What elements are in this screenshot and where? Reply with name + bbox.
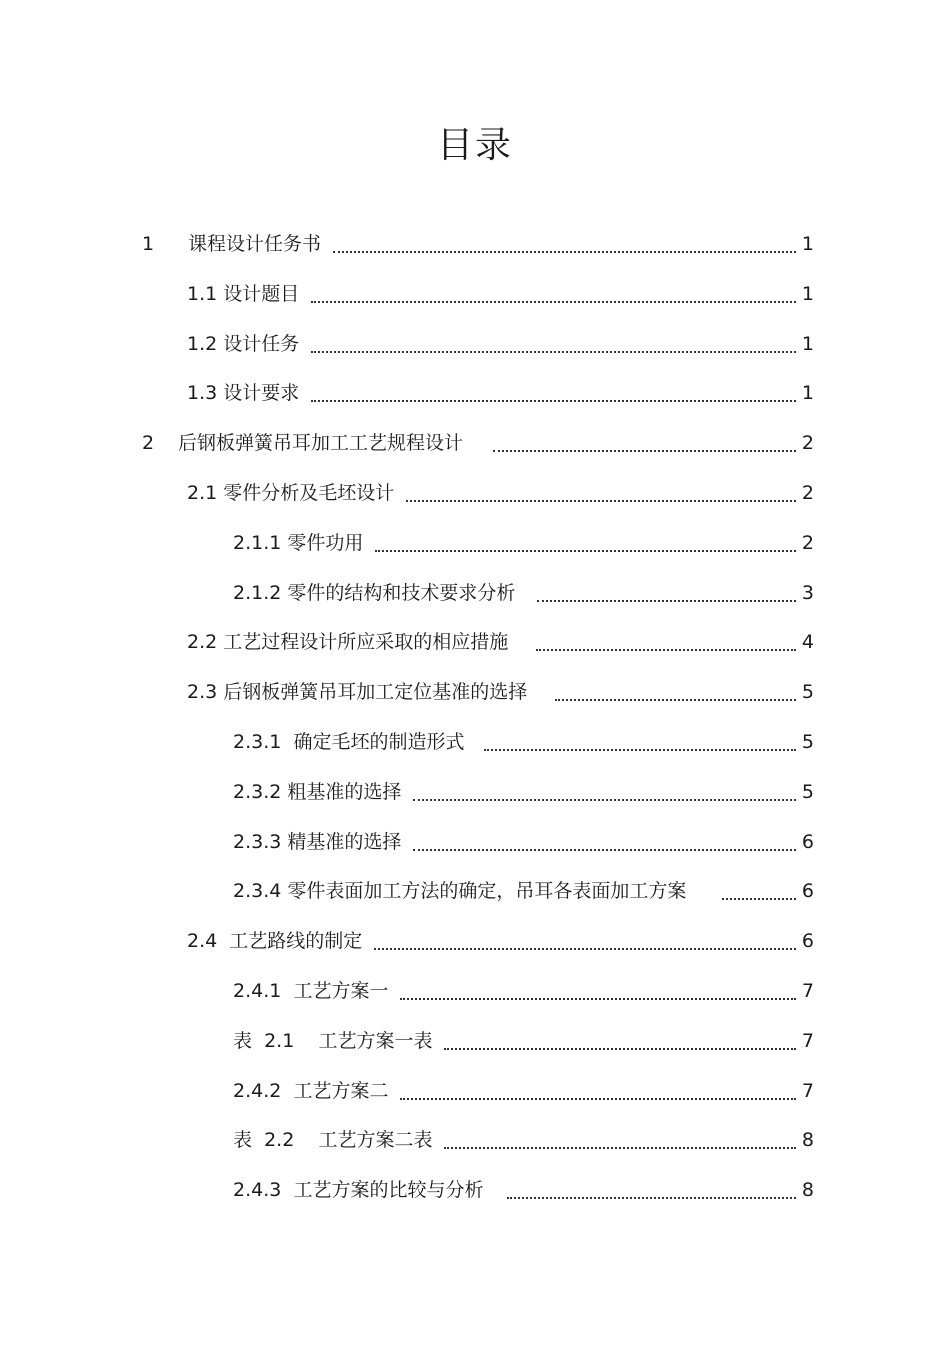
entry-title: 精基准的选择 bbox=[287, 831, 402, 853]
entry-page-number: 3 bbox=[801, 582, 814, 604]
entry-page-number: 2 bbox=[801, 482, 814, 504]
dot-leader bbox=[311, 350, 796, 353]
dot-leader bbox=[375, 549, 796, 552]
dot-leader bbox=[444, 1146, 796, 1149]
page-title: 目录 bbox=[436, 125, 513, 166]
toc-entry[interactable] bbox=[187, 473, 814, 513]
dot-leader bbox=[374, 947, 796, 950]
entry-number: 2.2 bbox=[187, 631, 224, 653]
dot-leader bbox=[555, 698, 796, 701]
entry-title: 确定毛坯的制造形式 bbox=[293, 731, 465, 753]
toc-entry[interactable] bbox=[187, 324, 814, 364]
entry-page-number: 7 bbox=[801, 1030, 814, 1052]
entry-title: 设计任务 bbox=[223, 333, 300, 355]
entry-number: 2.3.4 bbox=[233, 880, 288, 902]
toc-entry[interactable] bbox=[187, 373, 814, 413]
entry-number: 2.3 bbox=[187, 681, 224, 703]
toc-entry[interactable] bbox=[187, 622, 814, 662]
dot-leader bbox=[537, 599, 796, 602]
entry-number: 2.4.3 bbox=[233, 1179, 294, 1201]
entry-title: 设计要求 bbox=[223, 382, 300, 404]
toc-entry[interactable] bbox=[233, 722, 814, 762]
toc-entry[interactable] bbox=[233, 871, 814, 911]
toc-entry[interactable] bbox=[233, 971, 814, 1011]
entry-number: 1 bbox=[142, 233, 155, 255]
entry-page-number: 5 bbox=[801, 681, 814, 703]
dot-leader bbox=[413, 798, 796, 801]
dot-leader bbox=[311, 399, 796, 402]
entry-number: 2.1.2 bbox=[233, 582, 288, 604]
entry-title: 零件表面加工方法的确定，吊耳各表面加工方案 bbox=[287, 880, 687, 902]
entry-number: 2.3.2 bbox=[233, 781, 288, 803]
toc-entry[interactable] bbox=[187, 672, 814, 712]
entry-page-number: 6 bbox=[801, 930, 814, 952]
dot-leader bbox=[722, 897, 796, 900]
entry-page-number: 1 bbox=[801, 233, 814, 255]
dot-leader bbox=[507, 1196, 796, 1199]
entry-number: 2.3.1 bbox=[233, 731, 294, 753]
entry-number: 2.1 bbox=[187, 482, 224, 504]
dot-leader bbox=[333, 250, 796, 253]
entry-page-number: 5 bbox=[801, 731, 814, 753]
dot-leader bbox=[400, 997, 796, 1000]
entry-number: 2.1.1 bbox=[233, 532, 288, 554]
entry-title: 粗基准的选择 bbox=[287, 781, 402, 803]
dot-leader bbox=[413, 848, 796, 851]
entry-title: 工艺方案一表 bbox=[318, 1030, 433, 1052]
toc-entry[interactable] bbox=[233, 1071, 814, 1111]
dot-leader bbox=[444, 1047, 796, 1050]
entry-number: 1.1 bbox=[187, 283, 224, 305]
entry-page-number: 8 bbox=[801, 1179, 814, 1201]
entry-title: 工艺方案一 bbox=[293, 980, 389, 1002]
entry-number: 2 bbox=[142, 432, 155, 454]
entry-title: 设计题目 bbox=[223, 283, 300, 305]
entry-title: 后钢板弹簧吊耳加工定位基准的选择 bbox=[223, 681, 528, 703]
dot-leader bbox=[536, 648, 796, 651]
entry-title: 工艺方案二表 bbox=[318, 1129, 433, 1151]
toc-entry[interactable] bbox=[187, 921, 814, 961]
entry-page-number: 5 bbox=[801, 781, 814, 803]
toc-entry[interactable] bbox=[233, 573, 814, 613]
dot-leader bbox=[484, 748, 796, 751]
entry-page-number: 2 bbox=[801, 532, 814, 554]
entry-title: 零件的结构和技术要求分析 bbox=[287, 582, 516, 604]
entry-number: 1.3 bbox=[187, 382, 224, 404]
entry-number: 表 2.2 bbox=[233, 1129, 319, 1151]
toc-entry[interactable] bbox=[233, 772, 814, 812]
entry-title: 工艺过程设计所应采取的相应措施 bbox=[223, 631, 509, 653]
entry-page-number: 7 bbox=[801, 980, 814, 1002]
entry-page-number: 8 bbox=[801, 1129, 814, 1151]
entry-page-number: 7 bbox=[801, 1080, 814, 1102]
entry-title: 工艺路线的制定 bbox=[229, 930, 363, 952]
entry-page-number: 1 bbox=[801, 333, 814, 355]
entry-number: 2.4.1 bbox=[233, 980, 294, 1002]
entry-number: 表 2.1 bbox=[233, 1030, 319, 1052]
dot-leader bbox=[311, 300, 796, 303]
entry-page-number: 6 bbox=[801, 880, 814, 902]
dot-leader bbox=[406, 499, 796, 502]
entry-number: 1.2 bbox=[187, 333, 224, 355]
toc-entry[interactable] bbox=[233, 822, 814, 862]
entry-number: 2.3.3 bbox=[233, 831, 288, 853]
entry-title: 后钢板弹簧吊耳加工工艺规程设计 bbox=[178, 432, 464, 454]
toc-entry[interactable] bbox=[233, 1120, 814, 1160]
dot-leader bbox=[400, 1097, 796, 1100]
toc-entry[interactable] bbox=[142, 224, 814, 264]
entry-title: 零件功用 bbox=[287, 532, 364, 554]
toc-entry[interactable] bbox=[233, 1021, 814, 1061]
entry-title: 零件分析及毛坯设计 bbox=[223, 482, 395, 504]
toc-entry[interactable] bbox=[233, 1170, 814, 1210]
entry-page-number: 1 bbox=[801, 382, 814, 404]
entry-title: 工艺方案二 bbox=[293, 1080, 389, 1102]
entry-page-number: 4 bbox=[801, 631, 814, 653]
entry-title: 工艺方案的比较与分析 bbox=[293, 1179, 484, 1201]
dot-leader bbox=[493, 449, 796, 452]
entry-number: 2.4 bbox=[187, 930, 230, 952]
toc-entry[interactable] bbox=[233, 523, 814, 563]
toc-entry[interactable] bbox=[187, 274, 814, 314]
entry-number: 2.4.2 bbox=[233, 1080, 294, 1102]
entry-page-number: 6 bbox=[801, 831, 814, 853]
entry-page-number: 2 bbox=[801, 432, 814, 454]
entry-title: 课程设计任务书 bbox=[188, 233, 322, 255]
toc-entry[interactable] bbox=[142, 423, 814, 463]
entry-page-number: 1 bbox=[801, 283, 814, 305]
